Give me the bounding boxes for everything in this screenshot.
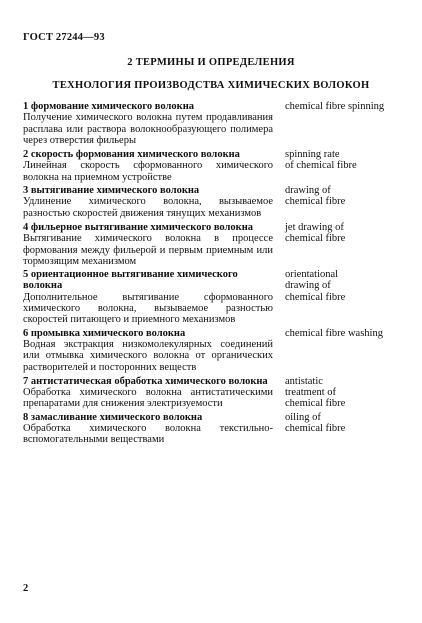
- term-definition: Удлинение химического волокна, вызываемое разностью скоростей движения тянущих механизмов: [23, 196, 273, 219]
- term-name: 3 вытягивание химического волокна: [23, 185, 200, 197]
- term-russian: [23, 328, 273, 373]
- term-definition: Обработка химического волокна текстильно-вспомогательными веществами: [23, 423, 273, 446]
- term-russian: [23, 376, 273, 410]
- english-line: spinning rate: [285, 149, 340, 161]
- term-definition: Водная экстракция низкомолекулярных соединений или отмывка химического волокна от органических растворителей и посторонних веществ: [23, 338, 273, 373]
- term-entry-5: [23, 269, 403, 325]
- english-line: orientational: [285, 269, 339, 281]
- term-definition: Линейная скорость сформованного химического волокна на приемном устройстве: [23, 160, 273, 183]
- term-name: 5 ориентационное вытягивание химического волокна: [23, 269, 238, 292]
- term-russian: [23, 412, 273, 446]
- term-name: 2 скорость формования химического волокна: [23, 149, 240, 161]
- english-line: drawing of: [285, 280, 331, 292]
- term-name: 8 замасливание химического волокна: [23, 411, 203, 423]
- term-name: 4 фильерное вытягивание химического волокна: [23, 221, 254, 233]
- section-title: 2 ТЕРМИНЫ И ОПРЕДЕЛЕНИЯ: [127, 57, 295, 68]
- terms-list: [23, 101, 403, 446]
- standard-designation: ГОСТ 27244—93: [23, 32, 105, 43]
- term-definition: Дополнительное вытягивание сформованного химического волокна, вызываемое разностью скоростей питающего и приемного механизмов: [23, 291, 273, 326]
- term-russian: [23, 185, 273, 219]
- term-definition: Вытягивание химического волокна в процессе формования между фильерой и первым приемным или тормозящим механизмом: [23, 233, 273, 267]
- english-line: antistatic: [285, 375, 323, 387]
- term-definition: Обработка химического волокна антистатическими препаратами для снижения электризуемости: [23, 387, 273, 410]
- section-subtitle: ТЕХНОЛОГИЯ ПРОИЗВОДСТВА ХИМИЧЕСКИХ ВОЛОКОН: [52, 80, 370, 91]
- term-name: 1 формование химического волокна: [23, 101, 194, 112]
- page-number: 2: [23, 583, 29, 594]
- term-entry-6: [23, 328, 403, 373]
- term-entry-1: [23, 101, 403, 146]
- term-english: [285, 101, 403, 146]
- term-english: [285, 376, 403, 410]
- term-english: [285, 222, 403, 267]
- term-english: [285, 269, 403, 325]
- english-line: chemical fibre: [285, 233, 346, 245]
- term-english: [285, 328, 403, 373]
- term-english: [285, 185, 403, 219]
- english-line: chemical fibre: [285, 291, 346, 303]
- english-line: chemical fibre washing: [285, 327, 383, 339]
- english-line: treatment of: [285, 387, 337, 399]
- english-line: jet drawing of: [285, 221, 344, 233]
- term-name: 7 антистатическая обработка химического волокна: [23, 375, 268, 387]
- term-entry-2: [23, 149, 403, 183]
- term-russian: [23, 149, 273, 183]
- term-name: 6 промывка химического волокна: [23, 327, 186, 339]
- term-entry-8: [23, 412, 403, 446]
- english-line: chemical fibre: [285, 398, 346, 410]
- term-definition: Получение химического волокна путем продавливания расплава или раствора волокнообразующего полимера через отверстия фильеры: [23, 112, 273, 146]
- english-line: chemical fibre: [285, 423, 346, 435]
- term-russian: [23, 269, 273, 325]
- term-english: [285, 412, 403, 446]
- term-entry-7: [23, 376, 403, 410]
- term-english: [285, 149, 403, 183]
- english-line: drawing of: [285, 185, 331, 197]
- term-entry-4: [23, 222, 403, 267]
- english-line: of chemical fibre: [285, 160, 357, 172]
- english-line: chemical fibre spinning: [285, 101, 385, 112]
- term-entry-3: [23, 185, 403, 219]
- term-russian: [23, 222, 273, 267]
- term-russian: [23, 101, 273, 146]
- english-line: oiling of: [285, 411, 321, 423]
- english-line: chemical fibre: [285, 196, 346, 208]
